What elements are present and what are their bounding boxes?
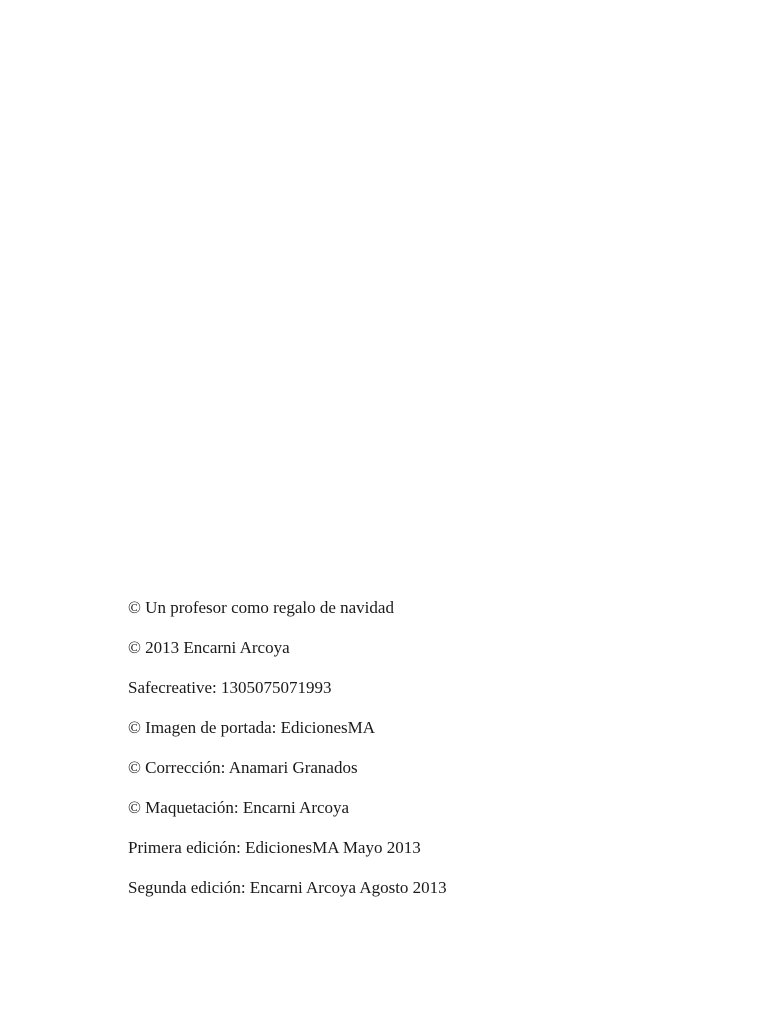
credit-author: © 2013 Encarni Arcoya [128,638,290,657]
credit-title: © Un profesor como regalo de navidad [128,598,394,617]
credit-first-edition: Primera edición: EdicionesMA Mayo 2013 [128,838,421,857]
credit-second-edition: Segunda edición: Encarni Arcoya Agosto 2013 [128,878,447,897]
credit-cover-image: © Imagen de portada: EdicionesMA [128,718,376,737]
credit-correction: © Corrección: Anamari Granados [128,758,358,777]
copyright-credits [128,596,728,916]
credit-safecreative: Safecreative: 1305075071993 [128,678,332,697]
credit-layout: © Maquetación: Encarni Arcoya [128,798,350,817]
